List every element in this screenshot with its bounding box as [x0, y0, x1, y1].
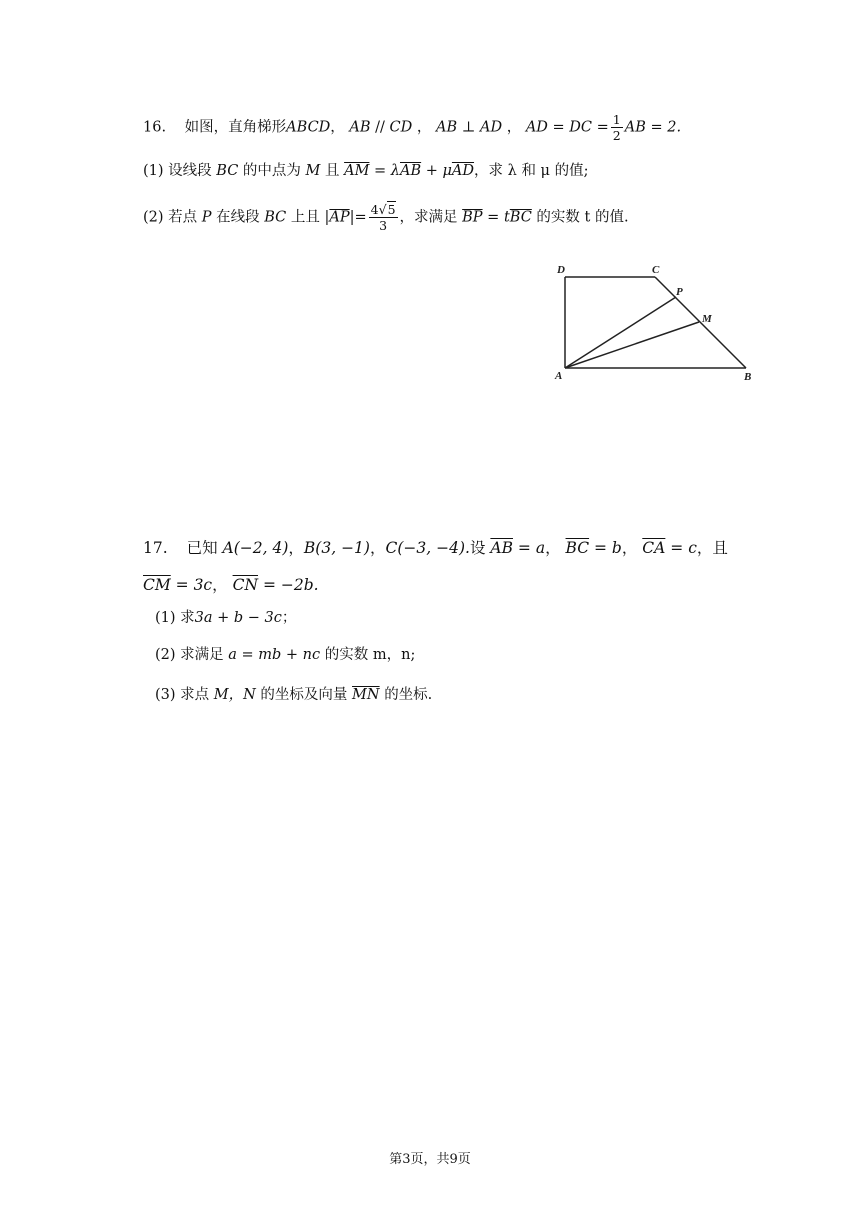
page-footer: 第3页，共9页	[389, 1152, 471, 1167]
q17-part3	[155, 684, 432, 706]
q17-sep: ，	[288, 539, 304, 557]
q16-statement	[143, 112, 681, 143]
q16-p2-tail: 的实数 t 的值.	[536, 209, 629, 226]
q17-p1-expr: 3a + b − 3c	[194, 610, 282, 626]
q16-sep: ，	[412, 119, 432, 136]
q16-p1-bc: BC	[216, 163, 239, 179]
q17-eq-a: = a	[512, 539, 546, 557]
q17-sep: ，	[369, 539, 386, 557]
vector-bp: $\overline{BP}$	[462, 209, 483, 226]
q16-cond1-a: AB	[349, 119, 371, 136]
segment-ap	[565, 297, 676, 368]
label-a: A	[555, 370, 563, 382]
frac-denominator: 2	[612, 128, 621, 143]
q16-p2-and: 上且 |	[290, 209, 330, 226]
segment-cb	[655, 277, 746, 368]
q17-p2-tail: 的实数 m，n;	[324, 647, 416, 663]
q17-p3-label: (3) 求点	[155, 687, 210, 703]
label-p: P	[676, 286, 683, 298]
vector-bc: $\overline{BC}$	[509, 209, 532, 226]
q17-p1-label: (1) 求	[155, 610, 195, 626]
q17-set: 设	[469, 539, 486, 557]
trapezoid-figure	[548, 260, 768, 390]
vector-ca: $\overline{CA}$	[642, 539, 666, 557]
q16-p2-on: 在线段	[216, 209, 260, 226]
vector-bc: $\overline{BC}$	[565, 539, 590, 557]
q16-p2-label: (2) 若点	[143, 209, 198, 226]
q16-part2	[143, 202, 629, 233]
q16-half-fraction	[611, 112, 623, 143]
q16-part1	[143, 160, 588, 182]
q16-p1-plus: + μ	[421, 163, 452, 179]
q17-eq-c: = c	[665, 539, 697, 557]
point-c: C(−3, −4).	[385, 539, 470, 557]
q16-intro: 如图，直角梯形	[184, 119, 287, 136]
q17-p3-mid: 的坐标及向量	[260, 687, 348, 703]
q16-p1-eq: = λ	[369, 163, 400, 179]
q17-part2	[155, 644, 415, 666]
point-b: B(3, −1)	[303, 539, 370, 557]
q16-p1-m: M	[305, 163, 321, 179]
segment-am	[565, 322, 699, 368]
q16-p1-mid: 的中点为	[242, 163, 301, 179]
q16-p1-and: 且	[324, 163, 340, 179]
vector-cn: $\overline{CN}$	[232, 576, 259, 594]
q17-known: 已知	[186, 539, 218, 557]
frac-radicand: 5	[387, 202, 396, 217]
q16-parallel: //	[370, 119, 390, 136]
q17-cn-eq: = −2b.	[258, 576, 319, 594]
q17-sep: ，	[212, 576, 228, 594]
q17-p3-tail: 的坐标.	[384, 687, 433, 703]
q17-p2-expr: a = mb + nc	[228, 647, 321, 663]
vector-ab: $\overline{AB}$	[490, 539, 513, 557]
q16-p2-bc: BC	[264, 209, 287, 226]
vector-mn: $\overline{MN}$	[352, 687, 380, 703]
vector-ab: $\overline{AB}$	[399, 163, 422, 179]
q16-sep: ，	[330, 119, 345, 136]
q17-sep: ，	[545, 539, 561, 557]
q16-cond3-lhs: AD = DC =	[525, 119, 609, 136]
q17-sep: ，	[621, 539, 638, 557]
q16-cond1-b: CD	[389, 119, 413, 136]
q16-p2-p: P	[201, 209, 212, 226]
q16-cond2-a: AB	[436, 119, 458, 136]
q16-cond2-b: AD	[480, 119, 503, 136]
q16-sep: ，	[502, 119, 522, 136]
q17-cm-eq: = 3c	[170, 576, 213, 594]
q16-cond3-rhs: AB = 2.	[624, 119, 682, 136]
q17-number: 17.	[143, 539, 168, 557]
label-b: B	[744, 371, 752, 383]
vector-ap: $\overline{AP}$	[329, 209, 350, 226]
q17-statement-cont	[143, 574, 319, 596]
frac-denominator: 3	[379, 218, 388, 233]
q16-perp: ⊥	[457, 119, 480, 136]
q16-p2-fraction	[369, 202, 398, 233]
q16-p1-label: (1) 设线段	[143, 163, 212, 179]
vector-am: $\overline{AM}$	[344, 163, 370, 179]
label-d: D	[557, 264, 565, 276]
q17-eq-b: = b	[589, 539, 622, 557]
q17-part1	[155, 607, 296, 629]
q17-p3-points: M，N	[213, 687, 256, 703]
vector-cm: $\overline{CM}$	[143, 576, 171, 594]
q16-p1-tail: ，求 λ 和 μ 的值;	[474, 163, 589, 179]
q16-trap-name: ABCD	[286, 119, 331, 136]
q17-p1-end: ；	[281, 610, 297, 626]
frac-numerator: 1	[612, 112, 621, 127]
q16-p2-eq: |=	[349, 209, 367, 226]
q17-statement	[143, 537, 728, 559]
q16-number: 16.	[143, 119, 167, 136]
q16-p2-eq2: = t	[482, 209, 510, 226]
q17-and: ，且	[696, 539, 728, 557]
q16-p2-req: ，求满足	[399, 209, 458, 226]
point-a: A(−2, 4)	[222, 539, 289, 557]
label-c: C	[652, 264, 660, 276]
q17-p2-label: (2) 求满足	[155, 647, 224, 663]
vector-ad: $\overline{AD}$	[451, 163, 475, 179]
label-m: M	[702, 313, 712, 325]
frac-coefficient: 4	[370, 202, 379, 217]
frac-numerator: 4√5	[370, 202, 396, 217]
